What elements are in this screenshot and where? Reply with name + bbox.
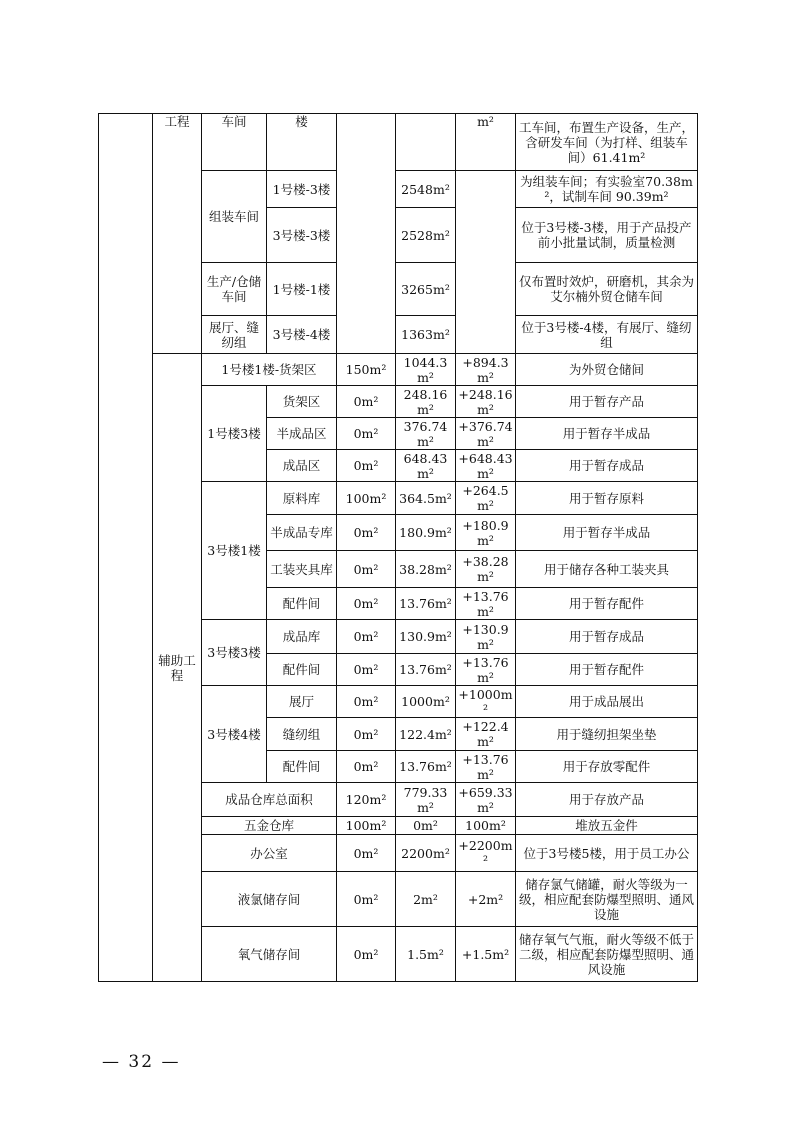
empty-cell [456, 171, 516, 354]
item-name-cell: 展厅 [267, 686, 337, 718]
value-cell: 0m² [337, 515, 396, 551]
value-cell: 0m² [396, 817, 456, 835]
note-cell: 储存氯气储罐，耐火等级为一级，相应配套防爆型照明、通风设施 [516, 872, 698, 927]
note-cell: 位于3号楼-4楼，有展厅、缝纫组 [516, 316, 698, 354]
value-cell: 0m² [337, 751, 396, 783]
item-name-cell: 液氯储存间 [202, 872, 337, 927]
project-composition-table [98, 113, 698, 982]
note-cell: 为外贸仓储间 [516, 354, 698, 386]
value-cell: 364.5m² [396, 482, 456, 515]
value-cell: 376.74m² [396, 418, 456, 450]
item-location-cell: 3号楼-4楼 [267, 316, 337, 354]
note-cell: 仅布置时效炉，研磨机，其余为艾尔楠外贸仓储车间 [516, 263, 698, 316]
note-cell: 用于暂存半成品 [516, 515, 698, 551]
group-cell: 3号楼3楼 [202, 620, 267, 686]
note-cell: 用于储存各种工装夹具 [516, 551, 698, 588]
value-cell: +13.76m² [456, 654, 516, 686]
value-cell: 0m² [337, 386, 396, 418]
item-name-cell: 配件间 [267, 654, 337, 686]
note-cell: 用于暂存原料 [516, 482, 698, 515]
value-cell: 1000m² [396, 686, 456, 718]
category-cell: 辅助工程 [153, 354, 202, 982]
value-cell: 0m² [337, 588, 396, 620]
note-cell: 用于暂存配件 [516, 588, 698, 620]
value-cell: 248.16m² [396, 386, 456, 418]
item-name-cell: 展厅、缝纫组 [202, 316, 267, 354]
table-row [99, 354, 698, 386]
item-location-cell: 1号楼-3楼 [267, 171, 337, 208]
value-cell: +122.4m² [456, 718, 516, 751]
value-cell: 0m² [337, 927, 396, 982]
item-location-cell: 3号楼-3楼 [267, 208, 337, 263]
value-cell: +248.16m² [456, 386, 516, 418]
note-cell: 用于缝纫担架坐垫 [516, 718, 698, 751]
note-cell: 位于3号楼-3楼，用于产品投产前小批量试制，质量检测 [516, 208, 698, 263]
value-cell: 150m² [337, 354, 396, 386]
value-cell: +13.76m² [456, 588, 516, 620]
value-cell: 100m² [456, 817, 516, 835]
note-cell: 位于3号楼5楼，用于员工办公 [516, 835, 698, 872]
area-cell: 2528m² [396, 208, 456, 263]
item-name-cell: 成品区 [267, 450, 337, 482]
area-cell: 3265m² [396, 263, 456, 316]
value-cell: 0m² [337, 620, 396, 654]
item-location-cell: 1号楼-1楼 [267, 263, 337, 316]
value-cell: 13.76m² [396, 751, 456, 783]
value-cell: 648.43m² [396, 450, 456, 482]
value-cell: +1000m² [456, 686, 516, 718]
value-cell: 0m² [337, 686, 396, 718]
item-name-cell: 成品仓库总面积 [202, 783, 337, 817]
category-cell: 工程 [153, 114, 202, 354]
value-cell: 1044.3m² [396, 354, 456, 386]
value-cell: +2m² [456, 872, 516, 927]
value-cell: 120m² [337, 783, 396, 817]
table-row [99, 114, 698, 171]
item-name-cell: 缝纫组 [267, 718, 337, 751]
value-cell: 130.9m² [396, 620, 456, 654]
value-cell: +894.3m² [456, 354, 516, 386]
empty-cell [337, 114, 396, 354]
value-cell: 180.9m² [396, 515, 456, 551]
value-cell: 0m² [337, 718, 396, 751]
value-cell: +264.5m² [456, 482, 516, 515]
item-name-cell: 配件间 [267, 588, 337, 620]
item-name-cell: 配件间 [267, 751, 337, 783]
value-cell: 0m² [337, 654, 396, 686]
value-cell: +38.28m² [456, 551, 516, 588]
item-location-cell: 楼 [267, 114, 337, 171]
empty-cell [396, 114, 456, 171]
value-cell: 0m² [337, 835, 396, 872]
item-name-cell: 氧气储存间 [202, 927, 337, 982]
item-name-cell: 工装夹具库 [267, 551, 337, 588]
value-cell: +180.9m² [456, 515, 516, 551]
page-number: — 32 — [102, 1052, 181, 1072]
item-name-cell: 组装车间 [202, 171, 267, 263]
item-name-cell: 1号楼1楼-货架区 [202, 354, 337, 386]
prev-tail-cell: m² [456, 114, 516, 171]
group-cell: 1号楼3楼 [202, 386, 267, 482]
value-cell: 2200m² [396, 835, 456, 872]
value-cell: 779.33m² [396, 783, 456, 817]
item-name-cell: 五金仓库 [202, 817, 337, 835]
item-name-cell: 半成品区 [267, 418, 337, 450]
value-cell: +13.76m² [456, 751, 516, 783]
note-cell: 工车间，布置生产设备，生产，含研发车间（为打样、组装车间）61.41m² [516, 114, 698, 171]
group-cell: 3号楼4楼 [202, 686, 267, 783]
item-name-cell: 办公室 [202, 835, 337, 872]
value-cell: 13.76m² [396, 654, 456, 686]
note-cell: 用于成品展出 [516, 686, 698, 718]
value-cell: 2m² [396, 872, 456, 927]
note-cell: 用于暂存成品 [516, 450, 698, 482]
value-cell: 0m² [337, 551, 396, 588]
value-cell: 122.4m² [396, 718, 456, 751]
value-cell: 0m² [337, 872, 396, 927]
value-cell: +130.9m² [456, 620, 516, 654]
value-cell: +659.33m² [456, 783, 516, 817]
blank-column-cell [99, 114, 153, 982]
note-cell: 储存氧气气瓶，耐火等级不低于二级，相应配套防爆型照明、通风设施 [516, 927, 698, 982]
note-cell: 用于存放零配件 [516, 751, 698, 783]
area-cell: 2548m² [396, 171, 456, 208]
value-cell: 38.28m² [396, 551, 456, 588]
item-name-cell: 车间 [202, 114, 267, 171]
value-cell: 0m² [337, 450, 396, 482]
value-cell: 100m² [337, 482, 396, 515]
note-cell: 用于暂存产品 [516, 386, 698, 418]
value-cell: 0m² [337, 418, 396, 450]
value-cell: +1.5m² [456, 927, 516, 982]
item-name-cell: 半成品专库 [267, 515, 337, 551]
value-cell: +648.43m² [456, 450, 516, 482]
note-cell: 用于暂存成品 [516, 620, 698, 654]
value-cell: 1.5m² [396, 927, 456, 982]
item-name-cell: 成品库 [267, 620, 337, 654]
note-cell: 为组装车间；有实验室70.38m²，试制车间 90.39m² [516, 171, 698, 208]
value-cell: 13.76m² [396, 588, 456, 620]
item-name-cell: 原料库 [267, 482, 337, 515]
item-name-cell: 生产/仓储车间 [202, 263, 267, 316]
value-cell: +2200m² [456, 835, 516, 872]
note-cell: 堆放五金件 [516, 817, 698, 835]
group-cell: 3号楼1楼 [202, 482, 267, 620]
area-cell: 1363m² [396, 316, 456, 354]
note-cell: 用于存放产品 [516, 783, 698, 817]
note-cell: 用于暂存半成品 [516, 418, 698, 450]
value-cell: +376.74m² [456, 418, 516, 450]
value-cell: 100m² [337, 817, 396, 835]
item-name-cell: 货架区 [267, 386, 337, 418]
note-cell: 用于暂存配件 [516, 654, 698, 686]
